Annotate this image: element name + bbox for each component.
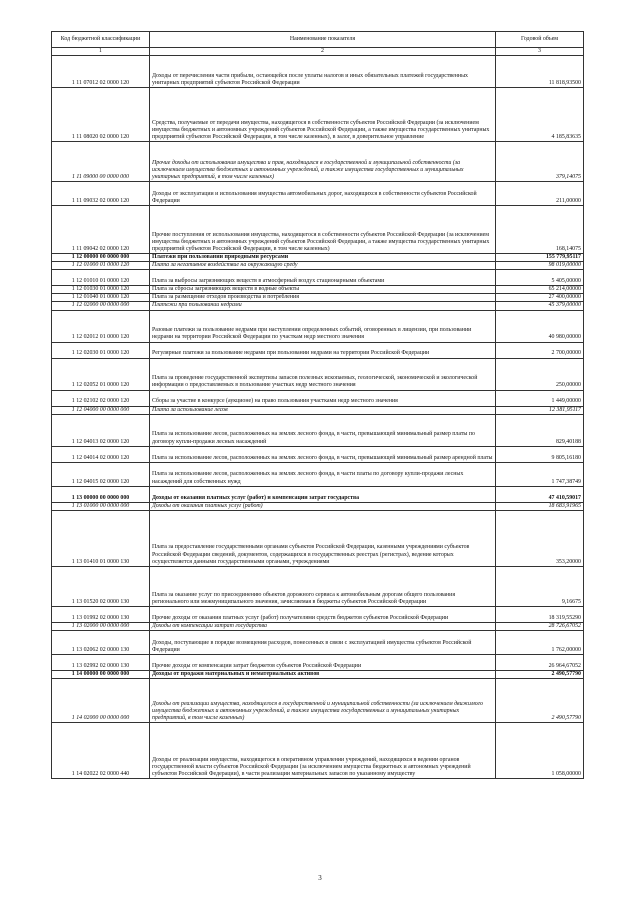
- row-name: Плата за выбросы загрязняющих веществ в атмосферный воздух стационарными объектами: [150, 270, 496, 286]
- row-code: 1 11 09032 02 0000 120: [52, 182, 150, 206]
- row-code: 1 14 02000 00 0000 000: [52, 678, 150, 722]
- row-name: Плата за использование лесов, расположенных на землях лесного фонда, в части, превышающей минимальный размер платы по договору купли-продажи лесных насаждений: [150, 414, 496, 446]
- row-amount: 211,00000: [496, 182, 584, 206]
- table-row: [52, 342, 584, 358]
- row-code: 1 13 01000 00 0000 000: [52, 502, 150, 510]
- row-name: Плата за сбросы загрязняющих веществ в водные объекты: [150, 286, 496, 294]
- row-code: 1 12 00000 00 0000 000: [52, 254, 150, 262]
- row-code: 1 12 01010 01 0000 120: [52, 270, 150, 286]
- table-row: [52, 270, 584, 286]
- row-amount: 27 400,00000: [496, 294, 584, 302]
- row-amount: 1 449,00000: [496, 390, 584, 406]
- row-name: Средства, получаемые от передачи имущества, находящегося в собственности субъектов Российской Федерации (за исключением имущества бюджетных и автономных учреждений субъектов Российской Федерации, а также имущества государственных унитарных предприятий субъектов Российской Федерации, в том числе казенных), в залог, в доверительное управление: [150, 88, 496, 142]
- row-code: 1 11 07012 02 0000 120: [52, 56, 150, 88]
- row-code: 1 12 02102 02 0000 120: [52, 390, 150, 406]
- row-name: Прочие доходы от компенсации затрат бюджетов субъектов Российской Федерации: [150, 654, 496, 670]
- row-name: Доходы от оказания платных услуг (работ) и компенсации затрат государства: [150, 486, 496, 502]
- row-amount: 18 319,55290: [496, 606, 584, 622]
- row-name: Доходы от эксплуатации и использования имущества автомобильных дорог, находящихся в собственности субъектов Российской Федерации: [150, 182, 496, 206]
- row-amount: 250,00000: [496, 358, 584, 390]
- row-name: Плата за использование лесов: [150, 406, 496, 414]
- table-row: [52, 722, 584, 778]
- table-row: [52, 670, 584, 678]
- index-2: 2: [150, 48, 496, 56]
- row-name: Доходы, поступающие в порядке возмещения расходов, понесенных в связи с эксплуатацией имущества субъектов Российской Федерации: [150, 630, 496, 654]
- table-row: [52, 262, 584, 270]
- index-1: 1: [52, 48, 150, 56]
- table-row: [52, 142, 584, 182]
- row-code: 1 13 01410 01 0000 130: [52, 510, 150, 566]
- row-code: 1 13 01520 02 0000 130: [52, 566, 150, 606]
- row-name: Плата за размещение отходов производства и потребления: [150, 294, 496, 302]
- table-index-row: [52, 48, 584, 56]
- table-row: [52, 88, 584, 142]
- table-row: [52, 622, 584, 630]
- row-code: 1 12 01000 01 0000 120: [52, 262, 150, 270]
- row-name: Доходы от оказания платных услуг (работ): [150, 502, 496, 510]
- row-name: Плата за проведение государственной экспертизы запасов полезных ископаемых, геологической, экономической и экологической информации о предоставляемых в пользование участках недр местного значения: [150, 358, 496, 390]
- header-code: Код бюджетной классификации: [52, 32, 150, 48]
- table-row: [52, 294, 584, 302]
- row-name: Доходы от реализации имущества, находящегося в государственной и муниципальной собственности (за исключением движимого имущества бюджетных и автономных учреждений, а также имущества государственных и муниципальных унитарных предприятий, в том числе казенных): [150, 678, 496, 722]
- row-amount: 1 762,00000: [496, 630, 584, 654]
- row-amount: 9 805,16180: [496, 446, 584, 462]
- row-code: 1 12 01040 01 0000 120: [52, 294, 150, 302]
- row-code: 1 11 09042 02 0000 120: [52, 206, 150, 254]
- row-code: 1 13 01992 02 0000 130: [52, 606, 150, 622]
- row-name: Плата за использование лесов, расположенных на землях лесного фонда, в части платы по договору купли-продажи лесных насаждений для собственных нужд: [150, 462, 496, 486]
- row-amount: 2 490,57790: [496, 670, 584, 678]
- row-code: 1 12 02030 01 0000 120: [52, 342, 150, 358]
- row-amount: 2 490,57790: [496, 678, 584, 722]
- row-code: 1 12 01030 01 0000 120: [52, 286, 150, 294]
- row-name: Плата за оказание услуг по присоединению объектов дорожного сервиса к автомобильным дорогам общего пользования регионального или межмуниципального значения, зачисляемая в бюджеты субъектов Российской Федерации: [150, 566, 496, 606]
- table-row: [52, 254, 584, 262]
- row-amount: 9,16675: [496, 566, 584, 606]
- row-amount: 353,20000: [496, 510, 584, 566]
- table-row: [52, 182, 584, 206]
- table-row: [52, 414, 584, 446]
- row-code: 1 14 02022 02 0000 440: [52, 722, 150, 778]
- header-amount: Годовой объем: [496, 32, 584, 48]
- table-row: [52, 358, 584, 390]
- row-code: 1 13 00000 00 0000 000: [52, 486, 150, 502]
- table-row: [52, 510, 584, 566]
- row-amount: 12 381,95117: [496, 406, 584, 414]
- row-amount: 18 683,91965: [496, 502, 584, 510]
- row-name: Платежи при пользовании природными ресурсами: [150, 254, 496, 262]
- row-code: 1 12 04000 00 0000 000: [52, 406, 150, 414]
- page-number: 3: [318, 874, 322, 882]
- row-code: 1 12 04013 02 0000 120: [52, 414, 150, 446]
- row-amount: 829,40188: [496, 414, 584, 446]
- row-amount: 40 980,00000: [496, 310, 584, 342]
- row-code: 1 11 08020 02 0000 120: [52, 88, 150, 142]
- table-row: [52, 654, 584, 670]
- budget-revenue-table: [51, 31, 584, 779]
- row-name: Платежи при пользовании недрами: [150, 302, 496, 310]
- row-amount: 98 019,00000: [496, 262, 584, 270]
- row-code: 1 12 04015 02 0000 120: [52, 462, 150, 486]
- row-amount: 11 818,93500: [496, 56, 584, 88]
- table-row: [52, 390, 584, 406]
- row-amount: 65 214,00000: [496, 286, 584, 294]
- row-amount: 4 185,83635: [496, 88, 584, 142]
- row-code: 1 12 02000 00 0000 000: [52, 302, 150, 310]
- table-row: [52, 446, 584, 462]
- row-amount: 5 405,00000: [496, 270, 584, 286]
- header-name: Наименование показателя: [150, 32, 496, 48]
- row-name: Прочие доходы от оказания платных услуг (работ) получателями средств бюджетов субъектов Российской Федерации: [150, 606, 496, 622]
- row-name: Доходы от реализации имущества, находящегося в оперативном управлении учреждений, находящихся в ведении органов государственной власти субъектов Российской Федерации (за исключением имущества бюджетных и автономных учреждений субъектов Российской Федерации), в части реализации материальных запасов по указанному имуществу: [150, 722, 496, 778]
- table-row: [52, 406, 584, 414]
- table-row: [52, 462, 584, 486]
- row-amount: 26 964,67052: [496, 654, 584, 670]
- table-row: [52, 606, 584, 622]
- row-amount: 1 747,38749: [496, 462, 584, 486]
- row-name: Доходы от продажи материальных и нематериальных активов: [150, 670, 496, 678]
- row-amount: 47 410,59017: [496, 486, 584, 502]
- table-row: [52, 310, 584, 342]
- row-code: 1 12 02012 01 0000 120: [52, 310, 150, 342]
- row-amount: 155 779,95117: [496, 254, 584, 262]
- row-code: 1 13 02000 00 0000 000: [52, 622, 150, 630]
- row-name: Доходы от компенсации затрат государства: [150, 622, 496, 630]
- index-3: 3: [496, 48, 584, 56]
- row-amount: 1 058,00000: [496, 722, 584, 778]
- table-row: [52, 678, 584, 722]
- row-name: Плата за предоставление государственными органами субъектов Российской Федерации, казенными учреждениями субъектов Российской Федерации сведений, документов, содержащихся в государственных реестрах (регистрах), ведение которых осуществляется данными государственными органами, учреждениями: [150, 510, 496, 566]
- row-name: Разовые платежи за пользование недрами при наступлении определенных событий, оговоренных в лицензии, при пользовании недрами на территории Российской Федерации по участкам недр местного значения: [150, 310, 496, 342]
- table-row: [52, 630, 584, 654]
- row-name: Доходы от перечисления части прибыли, остающейся после уплаты налогов и иных обязательных платежей государственных унитарных предприятий субъектов Российской Федерации: [150, 56, 496, 88]
- row-amount: 28 726,67052: [496, 622, 584, 630]
- table-header-row: [52, 32, 584, 48]
- row-name: Прочие доходы от использования имущества и прав, находящихся в государственной и муниципальной собственности (за исключением имущества бюджетных и автономных учреждений, а также имущества государственных и муниципальных унитарных предприятий, в том числе казенных): [150, 142, 496, 182]
- row-code: 1 13 02062 02 0000 130: [52, 630, 150, 654]
- row-code: 1 13 02992 02 0000 130: [52, 654, 150, 670]
- table-row: [52, 486, 584, 502]
- row-code: 1 12 04014 02 0000 120: [52, 446, 150, 462]
- row-code: 1 14 00000 00 0000 000: [52, 670, 150, 678]
- table-row: [52, 206, 584, 254]
- row-name: Плата за негативное воздействие на окружающую среду: [150, 262, 496, 270]
- table-row: [52, 286, 584, 294]
- row-amount: 2 700,00000: [496, 342, 584, 358]
- row-amount: 168,14075: [496, 206, 584, 254]
- table-row: [52, 302, 584, 310]
- row-code: 1 12 02052 01 0000 120: [52, 358, 150, 390]
- row-name: Сборы за участие в конкурсе (аукционе) на право пользования участками недр местного значения: [150, 390, 496, 406]
- row-name: Прочие поступления от использования имущества, находящегося в собственности субъектов Российской Федерации (за исключением имущества бюджетных и автономных учреждений субъектов Российской Федерации, а также имущества государственных унитарных предприятий субъектов Российской Федерации, в том числе казенных): [150, 206, 496, 254]
- table-row: [52, 56, 584, 88]
- table-row: [52, 566, 584, 606]
- row-code: 1 11 09000 00 0000 000: [52, 142, 150, 182]
- table-row: [52, 502, 584, 510]
- row-amount: 379,14075: [496, 142, 584, 182]
- row-amount: 45 379,00000: [496, 302, 584, 310]
- row-name: Регулярные платежи за пользование недрами при пользовании недрами на территории Российской Федерации: [150, 342, 496, 358]
- row-name: Плата за использование лесов, расположенных на землях лесного фонда, в части, превышающей минимальный размер арендной платы: [150, 446, 496, 462]
